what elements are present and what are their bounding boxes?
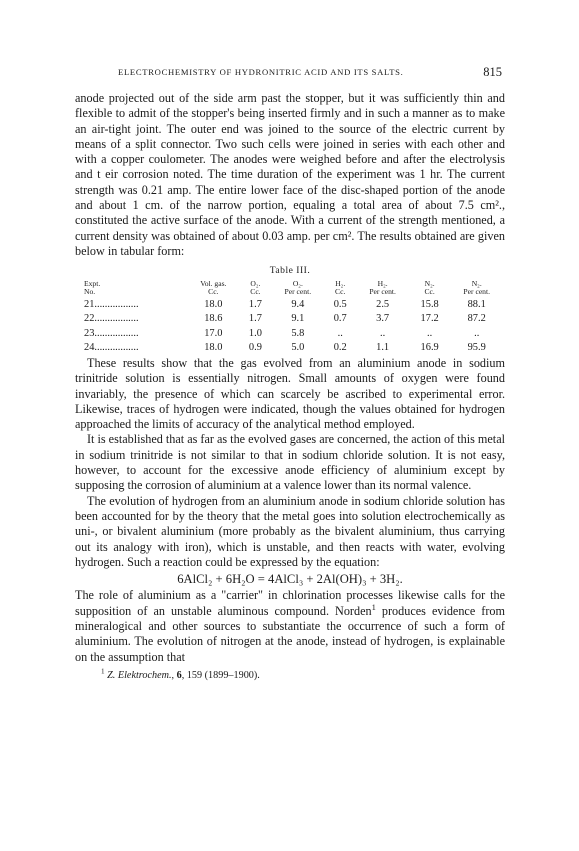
header-n2-percent: N₂. Per cent. — [463, 278, 490, 296]
table-row — [82, 312, 504, 327]
header-n2-cc: N₂. Cc. — [424, 278, 435, 296]
cell-h2-pct: 1.1 — [376, 342, 390, 354]
cell-vol: 18.0 — [204, 342, 223, 354]
cell-n2-pct: 95.9 — [467, 342, 486, 354]
cell-n2-pct: .. — [474, 327, 480, 339]
paragraph-2: These results show that the gas evolved from an aluminium anode in sodium trinitride solution is essentially nitrogen. Small amounts of oxygen were found invariably, the presence of which can scarcely be ascribed to experimental error. Likewise, traces of hydrogen were indicated, though the values obtained for hydrogen approached the limits of accuracy of the analytical method employed. — [75, 355, 505, 432]
cell-h2-cc: 0.5 — [333, 298, 347, 310]
header-o2-percent: O₂. Per cent. — [284, 278, 312, 296]
footnote-reference-mark: 1 — [371, 601, 376, 612]
paragraph-5-text-a: The role of aluminium as a "carrier" in chlorination processes likewise calls for the supposition of an unstable aluminous compound. Norden — [75, 588, 505, 618]
table-header-row — [82, 280, 504, 298]
cell-vol: 17.0 — [204, 327, 223, 339]
footnote — [75, 669, 505, 682]
footnote-volume: 6 — [176, 669, 182, 681]
cell-h2-pct: .. — [380, 327, 386, 339]
header-expt-no: Expt. No. — [84, 278, 101, 296]
cell-n2-cc: 16.9 — [420, 342, 439, 354]
cell-n2-pct: 87.2 — [467, 313, 486, 325]
results-table — [82, 280, 504, 356]
cell-expt: 23................. — [84, 327, 139, 339]
cell-n2-cc: 15.8 — [420, 298, 439, 310]
cell-h2-cc: 0.2 — [333, 342, 347, 354]
cell-n2-cc: .. — [427, 327, 433, 339]
table-row — [82, 327, 504, 342]
cell-n2-pct: 88.1 — [467, 298, 486, 310]
running-title: ELECTROCHEMISTRY OF HYDRONITRIC ACID AND ITS SALTS. — [118, 67, 404, 77]
cell-expt: 21................. — [84, 298, 139, 310]
paragraph-1: anode projected out of the side arm past the stopper, but it was sufficiently thin and flexible to admit of the stopper's being inserted firmly and in such a manner as to make an air-tight joint. The outer end was joined to the source of the electric current by means of a split connector. Two such cells were joined in series with each other and with a copper coulometer. The anodes were weighed before and after the electrolysis and t eir corrosion noted. The time duration of the experiment was 1 hr. The current strength was 0.21 amp. The entire lower face of the disc-shaped portion of the anode and about 1 cm. of the narrow portion, equaling a total area of about 7.5 cm²., constituted the active surface of the anode. With a current of the strength mentioned, a current density was obtained of about 0.03 amp. per cm². The results obtained are given below in tabular form: — [75, 91, 505, 258]
cell-o2-pct: 9.4 — [291, 298, 305, 310]
cell-o2-pct: 5.0 — [291, 342, 305, 354]
footnote-journal: Z. Elektrochem. — [107, 669, 172, 681]
paragraph-3: It is established that as far as the evolved gases are concerned, the action of this metal in sodium trinitride is not similar to that in sodium chloride solution. It is not easy, however, to account for the excessive anode efficiency of aluminium except by supposing the corrosion of aluminium at a valence lower than its normal valence. — [75, 432, 505, 493]
table-row — [82, 341, 504, 356]
paragraph-5 — [75, 588, 505, 664]
footnote-comma: , — [171, 669, 177, 681]
cell-h2-cc: .. — [337, 327, 343, 339]
cell-h2-pct: 2.5 — [376, 298, 390, 310]
footnote-mark: 1 — [101, 667, 105, 676]
cell-o2-cc: 1.7 — [248, 313, 262, 325]
cell-h2-cc: 0.7 — [333, 313, 347, 325]
cell-vol: 18.0 — [204, 298, 223, 310]
footnote-citation: , 159 (1899–1900). — [181, 669, 260, 681]
page-number: 815 — [483, 65, 502, 79]
cell-o2-pct: 5.8 — [291, 327, 305, 339]
header-h2-cc: H₂. Cc. — [335, 278, 346, 296]
header-h2-percent: H₂. Per cent. — [369, 278, 396, 296]
cell-expt: 24................. — [84, 342, 139, 354]
paragraph-5-text-b: produces evidence from mineralogical and other sources to substantiate the occurrence of such a form of aluminium. The evolution of nitrogen at the anode, instead of hydrogen, is explainable on the assumption that — [75, 603, 505, 664]
page-header — [118, 66, 502, 82]
cell-o2-cc: 1.7 — [248, 298, 262, 310]
cell-o2-cc: 0.9 — [248, 342, 262, 354]
paragraph-4: The evolution of hydrogen from an aluminium anode in sodium chloride solution has been accounted for by the theory that the metal goes into solution electrochemically as uni-, or bivalent aluminium (more probably as the bivalent aluminium, thus carrying out its analogy with iron), which is unstable, and then reacts with water, evolving hydrogen. Such a reaction could be expressed by the equation: — [75, 493, 505, 569]
cell-o2-pct: 9.1 — [291, 313, 305, 325]
table-title: Table III. — [269, 265, 311, 277]
cell-o2-cc: 1.0 — [248, 327, 262, 339]
cell-expt: 22................. — [84, 313, 139, 325]
cell-vol: 18.6 — [204, 313, 223, 325]
cell-n2-cc: 17.2 — [420, 313, 439, 325]
header-o2-cc: O₂. Cc. — [250, 278, 261, 296]
chemical-equation: 6AlCl₂ + 6H₂O = 4AlCl₃ + 2Al(OH)₃ + 3H₂. — [177, 572, 403, 587]
body-text — [75, 91, 505, 682]
cell-h2-pct: 3.7 — [376, 313, 390, 325]
header-vol-gas: Vol. gas. Cc. — [200, 278, 227, 296]
table-row — [82, 298, 504, 313]
